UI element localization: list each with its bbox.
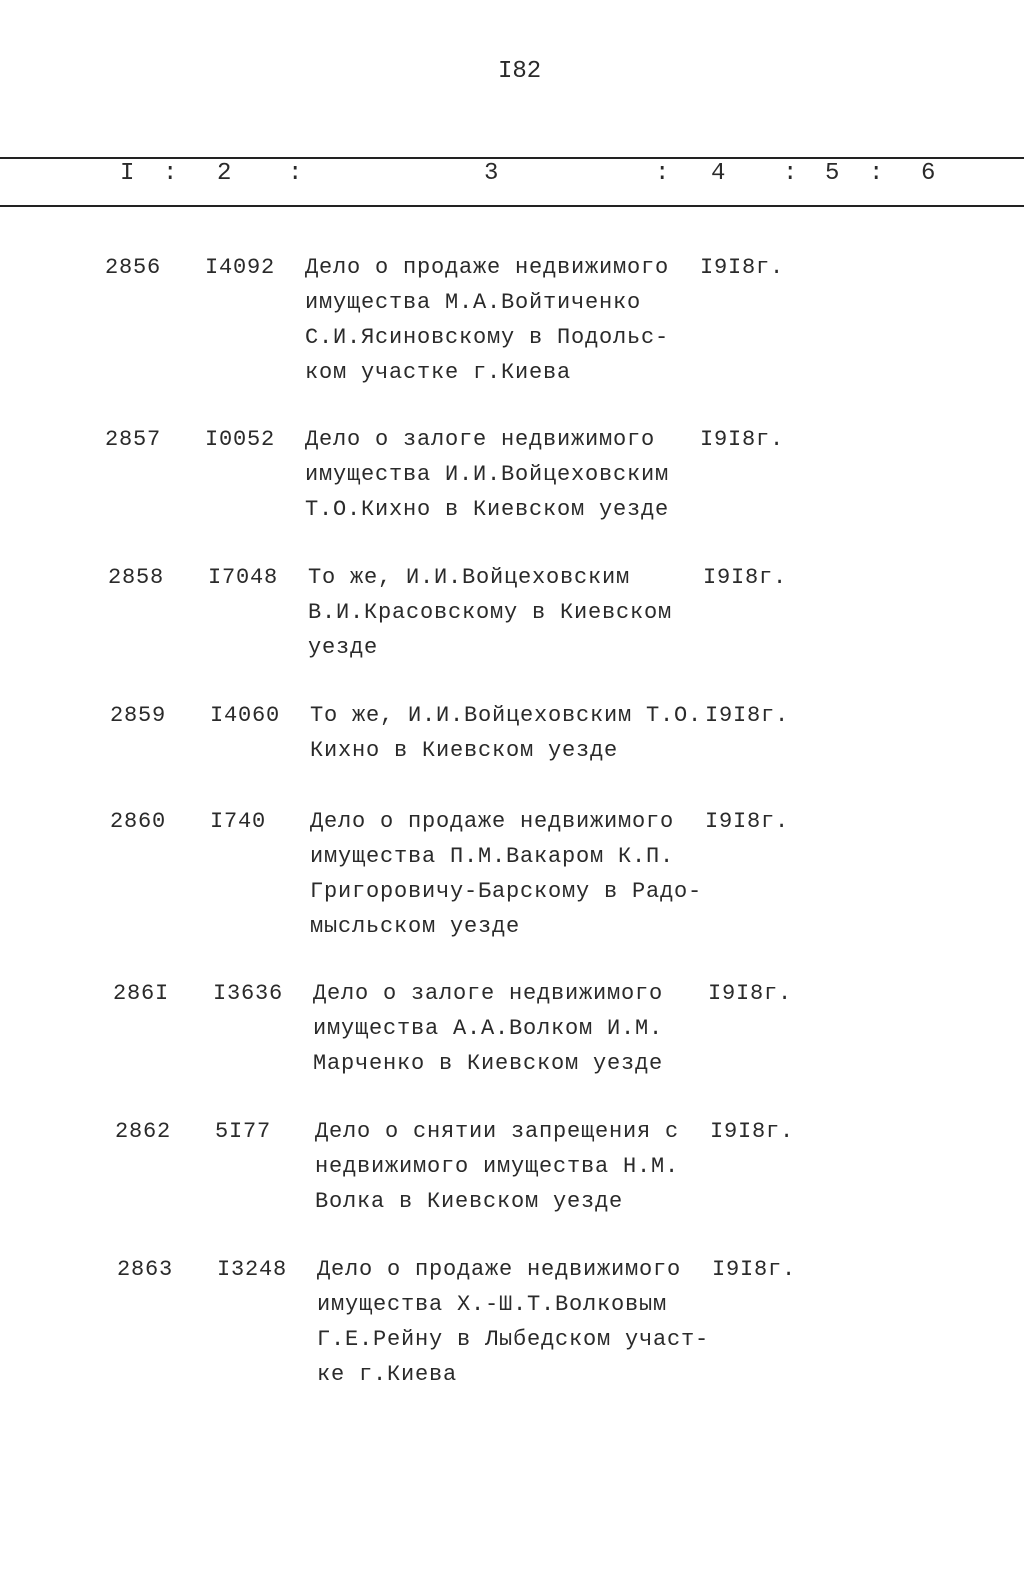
entry-description [308,560,728,665]
description-line: Г.Е.Рейну в Лыбедском участ- [317,1327,710,1352]
description-line: имущества П.М.Вакаром К.П. [310,844,675,869]
col-separator: : [655,160,670,187]
description-line: В.И.Красовскому в Киевском [308,600,673,625]
entry-number: 2857 [105,427,162,452]
description-line: уезде [308,635,379,660]
description-line: Марченко в Киевском уезде [313,1051,664,1076]
entry-description [315,1114,735,1219]
inventory-number: 5I77 [215,1119,272,1144]
table-header-bottom-rule [0,205,1024,207]
col-header-3: 3 [484,160,499,187]
entry-description [310,698,730,768]
description-line: ком участке г.Киева [305,360,572,385]
description-line: Дело о залоге недвижимого [305,427,656,452]
entry-year: I9I8г. [703,565,788,590]
entry-number: 2858 [108,565,165,590]
entry-year: I9I8г. [705,703,790,728]
inventory-number: I0052 [205,427,276,452]
description-line: Волка в Киевском уезде [315,1189,624,1214]
col-header-5: 5 [825,160,840,187]
entry-number: 2862 [115,1119,172,1144]
table-top-rule [0,157,1024,159]
page-number: I82 [498,58,542,85]
description-line: имущества Х.-Ш.Т.Волковым [317,1292,668,1317]
entry-description [317,1252,737,1392]
inventory-number: I3636 [213,981,284,1006]
description-line: имущества И.И.Войцеховским [305,462,670,487]
description-line: Дело о залоге недвижимого [313,981,664,1006]
entry-number: 2863 [117,1257,174,1282]
inventory-number: I4092 [205,255,276,280]
description-line: То же, И.И.Войцеховским Т.О. [310,703,703,728]
description-line: Григоровичу-Барскому в Радо- [310,879,703,904]
description-line: То же, И.И.Войцеховским [308,565,631,590]
inventory-number: I740 [210,809,267,834]
col-header-1: I [120,160,135,187]
entry-year: I9I8г. [708,981,793,1006]
entry-description [305,422,725,527]
description-line: С.И.Ясиновскому в Подольс- [305,325,670,350]
col-separator: : [288,160,303,187]
inventory-number: I7048 [208,565,279,590]
entry-year: I9I8г. [712,1257,797,1282]
entry-year: I9I8г. [705,809,790,834]
entry-description [310,804,730,944]
description-line: Дело о продаже недвижимого [305,255,670,280]
description-line: ке г.Киева [317,1362,458,1387]
col-header-2: 2 [217,160,232,187]
description-line: имущества А.А.Волком И.М. [313,1016,664,1041]
entry-year: I9I8г. [700,427,785,452]
entry-number: 2859 [110,703,167,728]
entry-number: 2856 [105,255,162,280]
inventory-number: I3248 [217,1257,288,1282]
entry-year: I9I8г. [710,1119,795,1144]
description-line: недвижимого имущества Н.М. [315,1154,680,1179]
col-separator: : [869,160,884,187]
description-line: мысльском уезде [310,914,521,939]
inventory-number: I4060 [210,703,281,728]
entry-description [313,976,733,1081]
entry-number: 2860 [110,809,167,834]
description-line: Дело о снятии запрещения с [315,1119,680,1144]
description-line: Дело о продаже недвижимого [317,1257,682,1282]
entry-description [305,250,725,390]
col-header-6: 6 [921,160,936,187]
col-separator: : [163,160,178,187]
entry-number: 286I [113,981,170,1006]
col-separator: : [783,160,798,187]
description-line: имущества М.А.Войтиченко [305,290,642,315]
description-line: Т.О.Кихно в Киевском уезде [305,497,670,522]
description-line: Дело о продаже недвижимого [310,809,675,834]
col-header-4: 4 [711,160,726,187]
description-line: Кихно в Киевском уезде [310,738,619,763]
entry-year: I9I8г. [700,255,785,280]
